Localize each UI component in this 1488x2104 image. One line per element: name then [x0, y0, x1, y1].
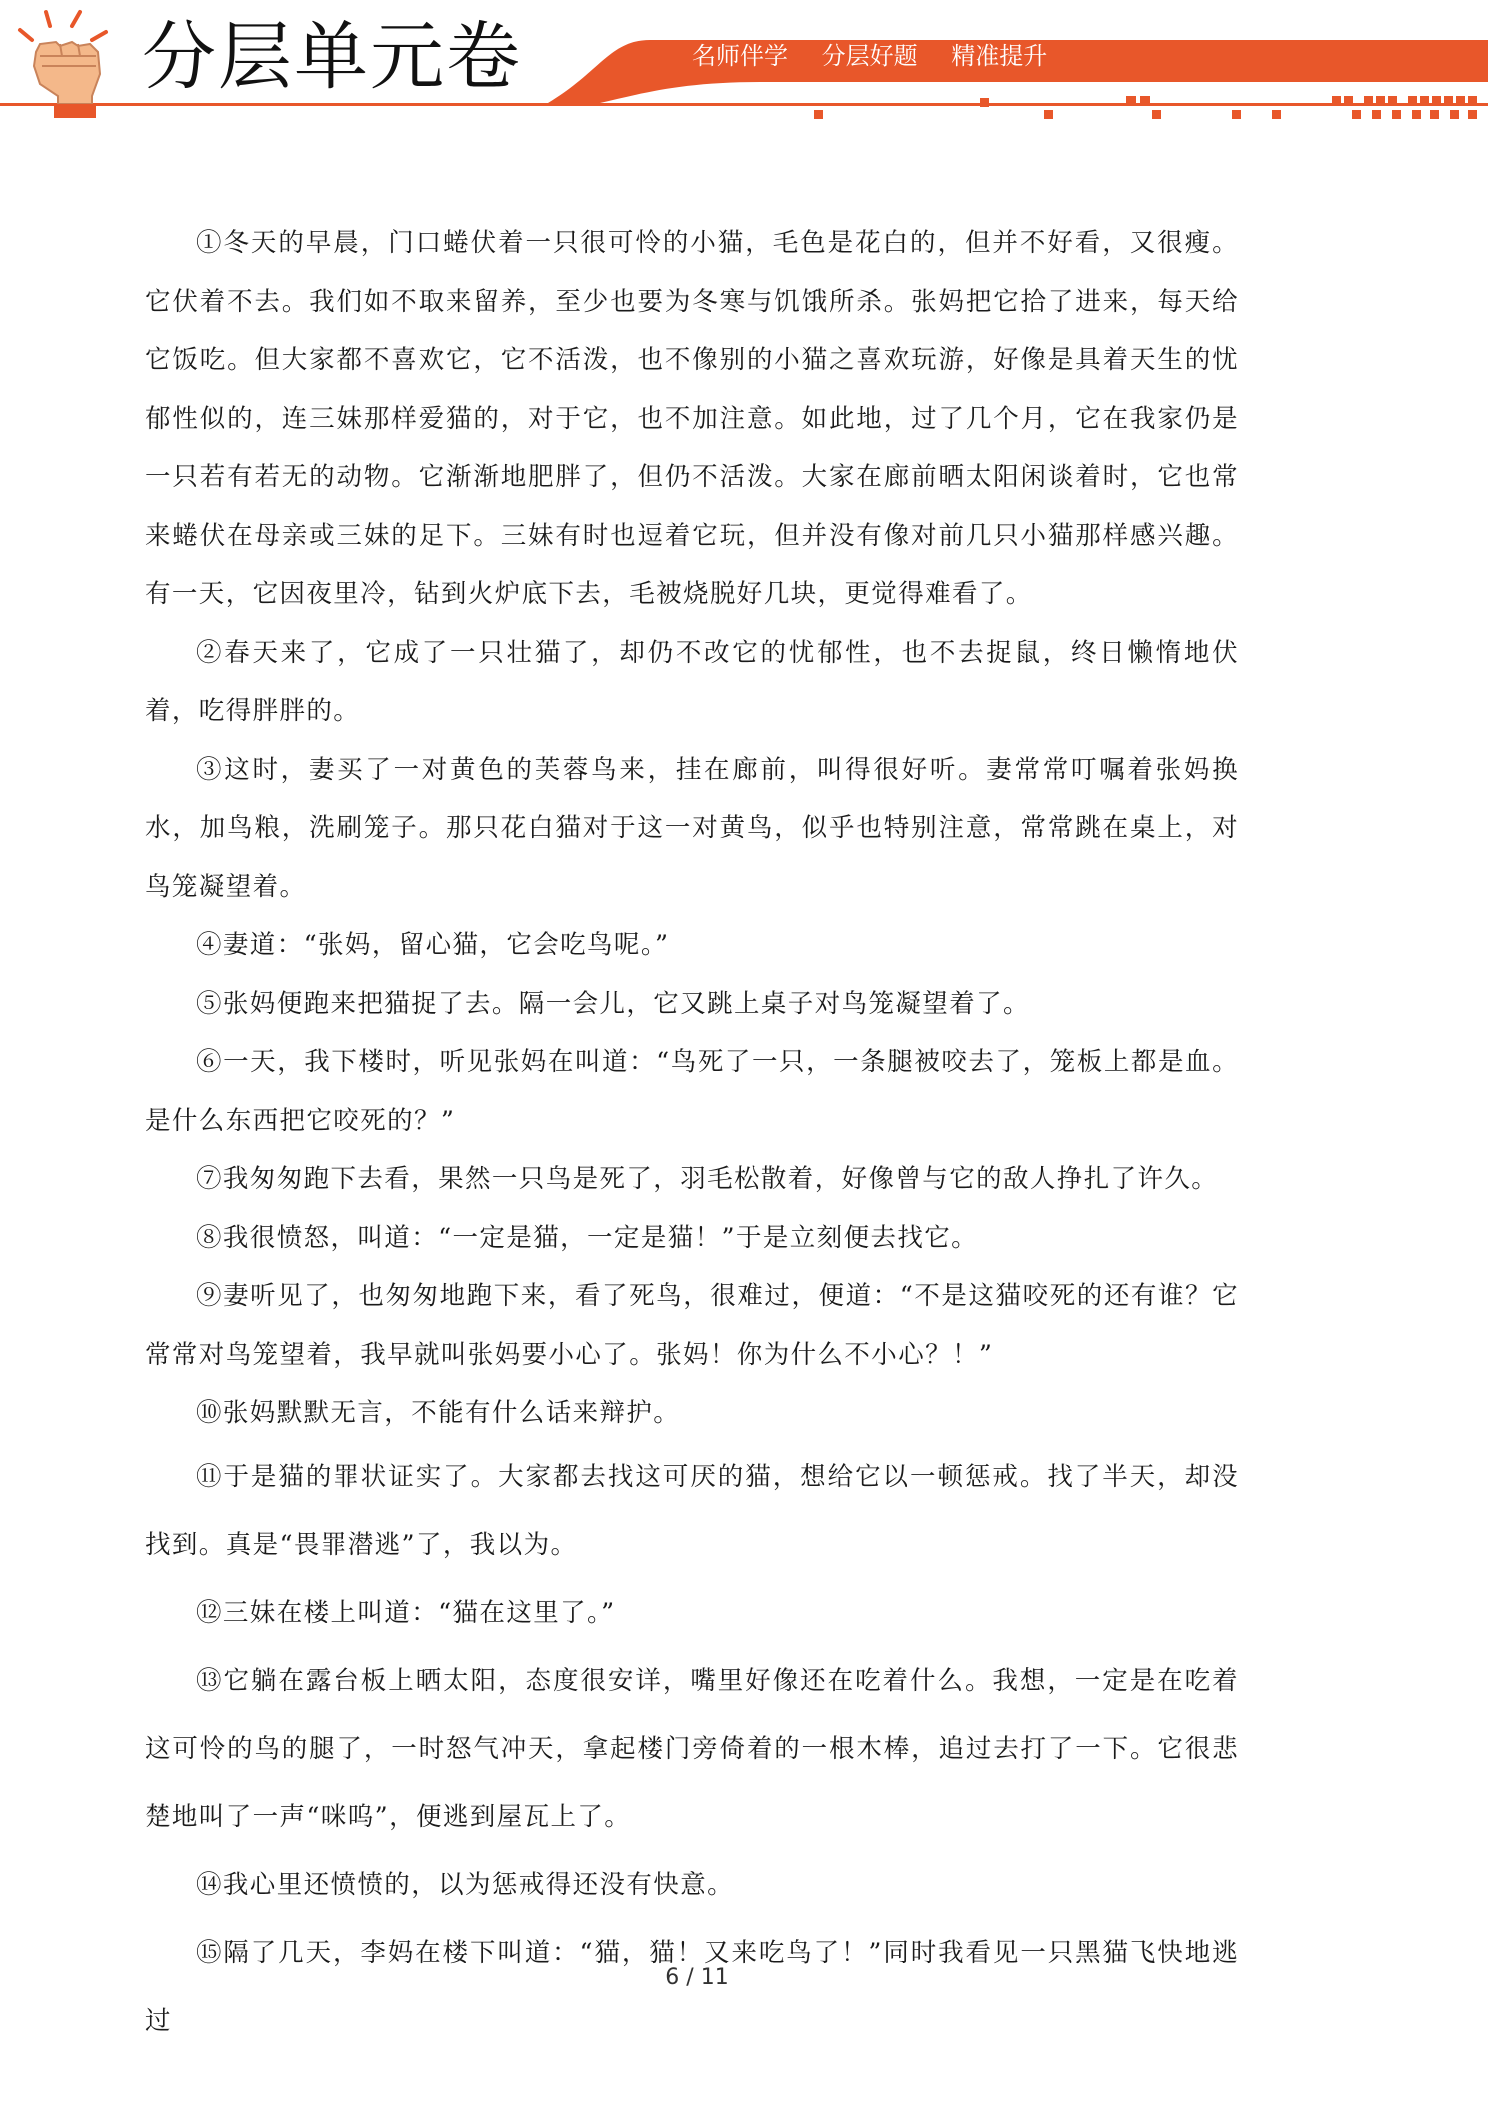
- paragraph-5: ⑤张妈便跑来把猫捉了去。隔一会儿，它又跳上桌子对鸟笼凝望着了。: [196, 988, 1030, 1019]
- page-number: 6 / 11: [665, 1965, 729, 1990]
- paragraph-2: ②春天来了，它成了一只壮猫了，却仍不改它的忧郁性，也不去捉鼠，终日懒惰地伏着，吃得胖胖的。: [145, 637, 1239, 726]
- paragraph-12: ⑫三妹在楼上叫道：“猫在这里了。”: [196, 1597, 616, 1628]
- paragraph-7: ⑦我匆匆跑下去看，果然一只鸟是死了，羽毛松散着，好像曾与它的敌人挣扎了许久。: [196, 1164, 1219, 1194]
- paragraph-6: ⑥一天，我下楼时，听见张妈在叫道：“鸟死了一只，一条腿被咬去了，笼板上都是血。是什么东西把它咬死的？”: [145, 1047, 1239, 1136]
- paragraph-9: ⑨妻听见了，也匆匆地跑下来，看了死鸟，很难过，便道：“不是这猫咬死的还有谁？它常常对鸟笼望着，我早就叫张妈要小心了。张妈！你为什么不小心？！”: [145, 1281, 1239, 1370]
- paragraph-14: ⑭我心里还愤愤的，以为惩戒得还没有快意。: [196, 1869, 735, 1900]
- paragraph-8: ⑧我很愤怒，叫道：“一定是猫，一定是猫！”于是立刻便去找它。: [196, 1222, 979, 1253]
- paragraph-10: ⑩张妈默默无言，不能有什么话来辩护。: [196, 1398, 681, 1428]
- paragraph-11: ⑪于是猫的罪状证实了。大家都去找这可厌的猫，想给它以一顿惩戒。找了半天，却没找到。真是“畏罪潜逃”了，我以为。: [145, 1461, 1239, 1560]
- article-body: [145, 214, 1239, 2055]
- paragraph-15: ⑮隔了几天，李妈在楼下叫道：“猫，猫！又来吃鸟了！”同时我看见一只黑猫飞快地逃过: [145, 1937, 1239, 2036]
- paragraph-1: ①冬天的早晨，门口蜷伏着一只很可怜的小猫，毛色是花白的，但并不好看，又很瘦。它伏着不去。我们如不取来留养，至少也要为冬寒与饥饿所杀。张妈把它拾了进来，每天给它饭吃。但大家都不喜欢它，它不活泼，也不像别的小猫之喜欢玩游，好像是具着天生的忧郁性似的，连三妹那样爱猫的，对于它，也不加注意。如此地，过了几个月，它在我家仍是一只若有若无的动物。它渐渐地肥胖了，但仍不活泼。大家在廊前晒太阳闲谈着时，它也常来蜷伏在母亲或三妹的足下。三妹有时也逗着它玩，但并没有像对前几只小猫那样感兴趣。有一天，它因夜里冷，钻到火炉底下去，毛被烧脱好几块，更觉得难看了。: [145, 228, 1239, 609]
- slogan-item: 名师伴学: [692, 42, 788, 70]
- slogan-bar: [692, 44, 1073, 68]
- slogan-item: 分层好题: [821, 42, 918, 70]
- slogan-item: 精准提升: [951, 42, 1048, 70]
- brand-title: 分层单元卷: [142, 14, 522, 100]
- paragraph-3: ③这时，妻买了一对黄色的芙蓉鸟来，挂在廊前，叫得很好听。妻常常叮嘱着张妈换水，加鸟粮，洗刷笼子。那只花白猫对于这一对黄鸟，似乎也特别注意，常常跳在桌上，对鸟笼凝望着。: [145, 754, 1239, 902]
- page-header: [0, 0, 1488, 130]
- paragraph-4: ④妻道：“张妈，留心猫，它会吃鸟呢。”: [196, 930, 670, 960]
- paragraph-13: ⑬它躺在露台板上晒太阳，态度很安详，嘴里好像还在吃着什么。我想，一定是在吃着这可怜的鸟的腿了，一时怒气冲天，拿起楼门旁倚着的一根木棒，追过去打了一下。它很悲楚地叫了一声“咪呜”，便逃到屋瓦上了。: [145, 1665, 1239, 1832]
- decorative-dots: [814, 96, 1477, 119]
- raised-fist-icon: [20, 12, 106, 118]
